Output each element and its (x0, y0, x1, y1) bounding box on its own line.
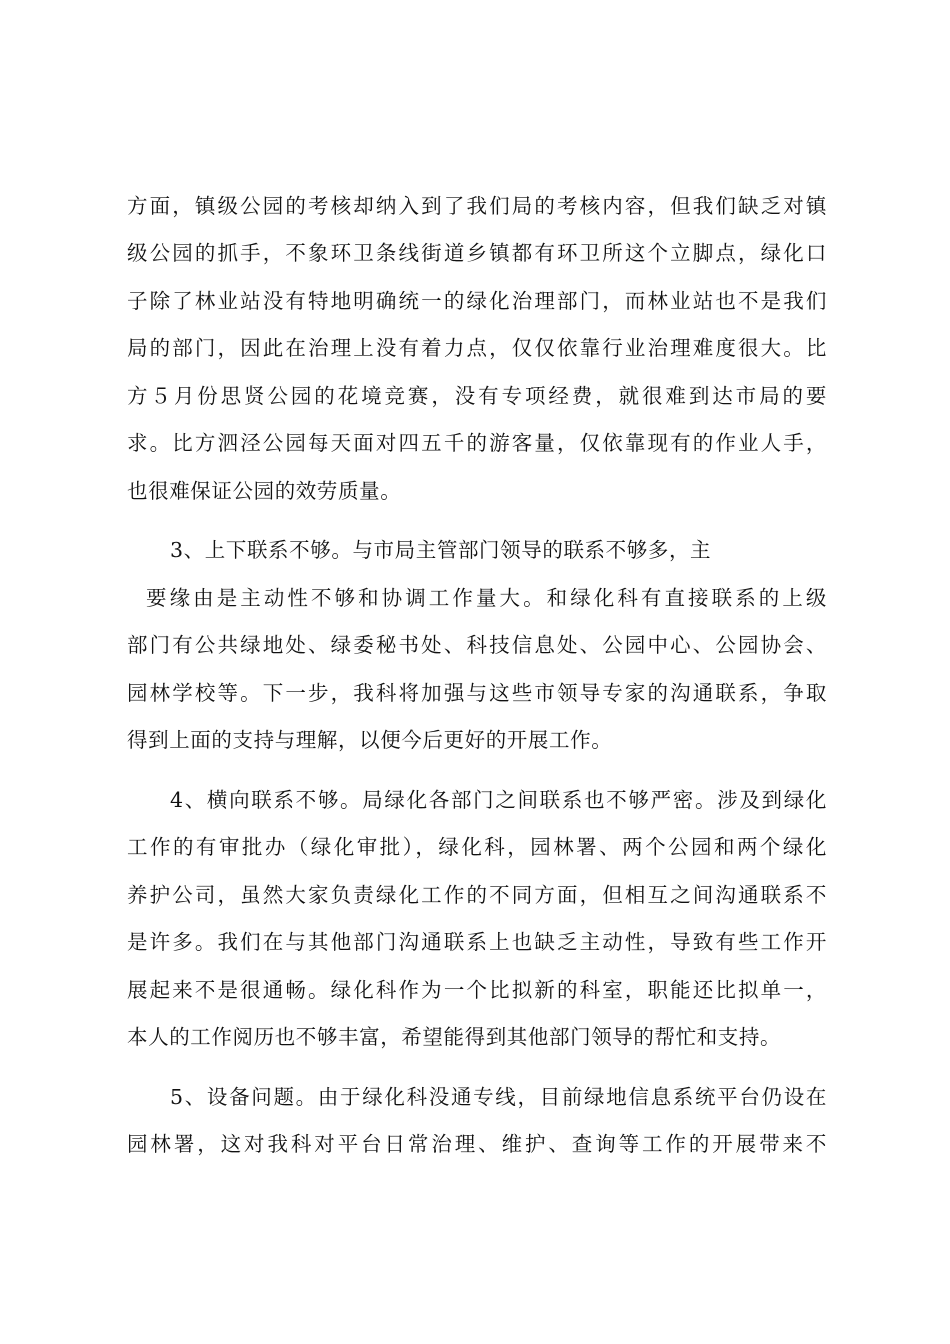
text-line: 园林署，这对我科对平台日常治理、维护、查询等工作的开展带来不 (127, 1132, 827, 1156)
text-line: 养护公司，虽然大家负责绿化工作的不同方面，但相互之间沟通联系不 (127, 883, 827, 907)
text-line: 展起来不是很通畅。绿化科作为一个比拟新的科室，职能还比拟单一， (127, 978, 827, 1002)
text-line: 求。比方泗泾公园每天面对四五千的游客量，仅依靠现有的作业人手， (127, 431, 827, 455)
text-line: 级公园的抓手，不象环卫条线街道乡镇都有环卫所这个立脚点，绿化口 (127, 241, 827, 265)
text-line: 部门有公共绿地处、绿委秘书处、科技信息处、公园中心、公园协会、 (127, 633, 827, 657)
paragraph-heading-3: 3、上下联系不够。与市局主管部门领导的联系不够多，主 (170, 538, 712, 562)
text-line: 是许多。我们在与其他部门沟通联系上也缺乏主动性，导致有些工作开 (127, 930, 827, 954)
text-line: 子除了林业站没有特地明确统一的绿化治理部门，而林业站也不是我们 (127, 289, 827, 313)
text-line: 要缘由是主动性不够和协调工作量大。和绿化科有直接联系的上级 (146, 586, 827, 610)
text-line: 也很难保证公园的效劳质量。 (127, 479, 402, 503)
text-line: 方５月份思贤公园的花境竞赛，没有专项经费，就很难到达市局的要 (127, 384, 827, 408)
paragraph-heading-4: 4、横向联系不够。局绿化各部门之间联系也不够严密。涉及到绿化 (170, 788, 827, 812)
paragraph-heading-5: 5、设备问题。由于绿化科没通专线，目前绿地信息系统平台仍设在 (170, 1085, 827, 1109)
text-line: 园林学校等。下一步，我科将加强与这些市领导专家的沟通联系，争取 (127, 681, 827, 705)
text-line: 得到上面的支持与理解，以便今后更好的开展工作。 (127, 728, 613, 752)
text-line: 工作的有审批办（绿化审批），绿化科，园林署、两个公园和两个绿化 (127, 835, 827, 859)
text-line: 本人的工作阅历也不够丰富，希望能得到其他部门领导的帮忙和支持。 (127, 1025, 782, 1049)
text-line: 局的部门，因此在治理上没有着力点，仅仅依靠行业治理难度很大。比 (127, 336, 827, 360)
text-line: 方面，镇级公园的考核却纳入到了我们局的考核内容，但我们缺乏对镇 (127, 194, 827, 218)
